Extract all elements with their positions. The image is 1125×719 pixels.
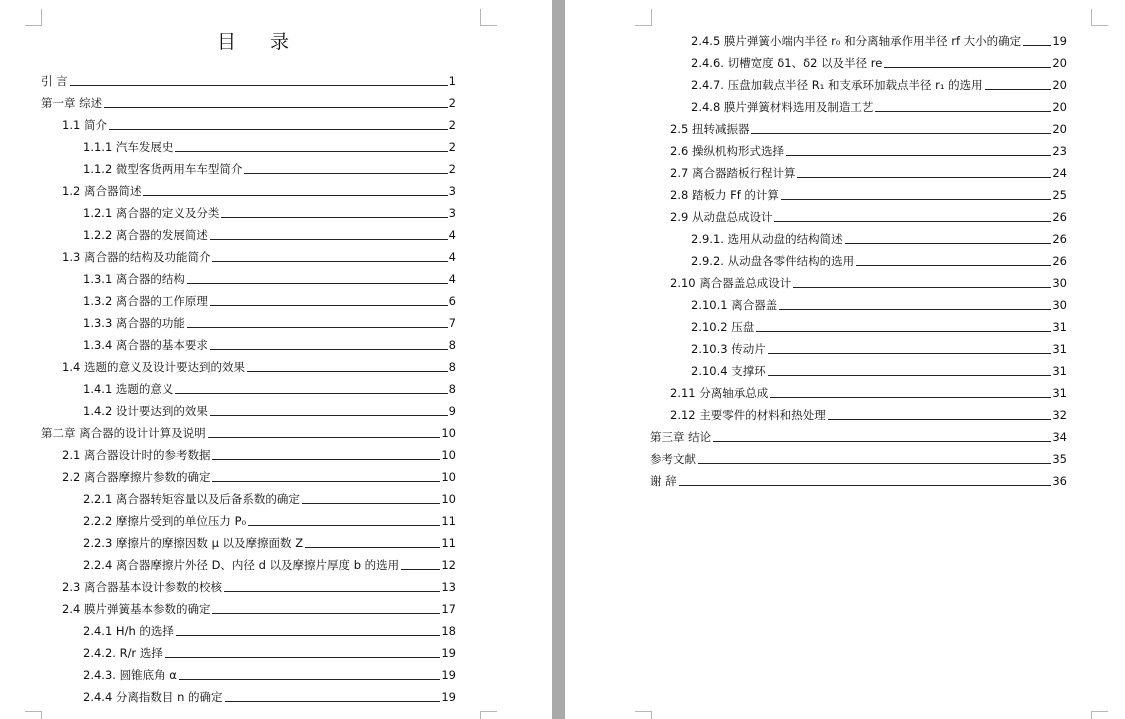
toc-entry-text: 2.4.1 H/h 的选择: [83, 624, 174, 638]
toc-entry[interactable]: [83, 686, 456, 704]
toc-entry-text: 1.4 选题的意义及设计要达到的效果: [62, 360, 245, 374]
toc-page-number: 8: [448, 338, 456, 352]
toc-entry[interactable]: [691, 30, 1067, 48]
toc-leader-line: [768, 353, 1052, 354]
toc-entry[interactable]: [670, 140, 1067, 158]
toc-entry[interactable]: [62, 114, 456, 132]
toc-entry-text: 2.5 扭转减振器: [670, 122, 750, 136]
toc-leader-line: [698, 463, 1051, 464]
toc-leader-line: [165, 657, 441, 658]
toc-entry[interactable]: [670, 206, 1067, 224]
toc-page-number: 19: [441, 646, 456, 660]
toc-entry-text: 2.4.6. 切槽宽度 δ1、δ2 以及半径 re: [691, 56, 883, 70]
toc-entry[interactable]: [83, 158, 456, 176]
toc-entry[interactable]: [691, 228, 1067, 246]
toc-entry[interactable]: [691, 316, 1067, 334]
toc-page-number: 3: [448, 184, 456, 198]
toc-page-number: 3: [448, 206, 456, 220]
toc-entry-text: 1.1.2 微型客货两用车车型简介: [83, 162, 243, 176]
toc-leader-line: [774, 221, 1051, 222]
toc-page-number: 31: [1052, 320, 1067, 334]
toc-entry-text: 第一章 综述: [41, 96, 103, 110]
toc-entry[interactable]: [83, 664, 456, 682]
toc-entry-text: 第三章 结论: [650, 430, 712, 444]
toc-entry[interactable]: [83, 334, 456, 352]
toc-entry-text: 1.1.1 汽车发展史: [83, 140, 174, 154]
toc-page-number: 4: [448, 228, 456, 242]
toc-leader-line: [109, 129, 448, 130]
toc-entry-text: 2.4.7. 压盘加载点半径 R₁ 和支承环加载点半径 r₁ 的选用: [691, 78, 983, 92]
toc-entry-text: 2.10 离合器盖总成设计: [670, 276, 792, 290]
toc-entry-text: 1.3 离合器的结构及功能简介: [62, 250, 211, 264]
toc-leader-line: [781, 199, 1051, 200]
toc-entry[interactable]: [62, 598, 456, 616]
toc-entry-text: 2.10.1 离合器盖: [691, 298, 778, 312]
toc-page-number: 10: [441, 492, 456, 506]
toc-entry-text: 2.4.2. R/r 选择: [83, 646, 163, 660]
toc-entry-text: 1.4.2 设计要达到的效果: [83, 404, 208, 418]
toc-page-number: 20: [1052, 78, 1067, 92]
toc-entry[interactable]: [62, 246, 456, 264]
toc-entry[interactable]: [83, 620, 456, 638]
toc-page-number: 6: [448, 294, 456, 308]
toc-entry[interactable]: [650, 448, 1067, 466]
toc-leader-line: [779, 309, 1051, 310]
crop-mark: [480, 9, 497, 26]
toc-leader-line: [210, 349, 448, 350]
toc-page-number: 30: [1052, 276, 1067, 290]
toc-leader-line: [212, 261, 447, 262]
toc-leader-line: [212, 613, 440, 614]
toc-page-number: 11: [441, 514, 456, 528]
toc-leader-line: [713, 441, 1051, 442]
toc-page-number: 23: [1052, 144, 1067, 158]
toc-entry[interactable]: [691, 360, 1067, 378]
toc-entry[interactable]: [41, 422, 456, 440]
toc-entry-text: 2.7 离合器踏板行程计算: [670, 166, 796, 180]
document-page-right: [565, 0, 1125, 719]
toc-entry[interactable]: [83, 554, 456, 572]
toc-entry[interactable]: [670, 118, 1067, 136]
toc-entry[interactable]: [83, 488, 456, 506]
toc-leader-line: [305, 547, 440, 548]
toc-entry-text: 2.8 踏板力 Ff 的计算: [670, 188, 779, 202]
toc-page-number: 31: [1052, 364, 1067, 378]
toc-page-number: 2: [448, 118, 456, 132]
toc-entry[interactable]: [62, 180, 456, 198]
toc-entry[interactable]: [83, 378, 456, 396]
toc-entry[interactable]: [83, 510, 456, 528]
toc-entry-text: 2.4.8 膜片弹簧材料选用及制造工艺: [691, 100, 874, 114]
toc-page-number: 24: [1052, 166, 1067, 180]
toc-page-number: 34: [1052, 430, 1067, 444]
toc-entry[interactable]: [83, 224, 456, 242]
toc-entry-text: 2.2.4 离合器摩擦片外径 D、内径 d 以及摩擦片厚度 b 的选用: [83, 558, 400, 572]
crop-mark: [1091, 9, 1108, 26]
toc-page-number: 10: [441, 448, 456, 462]
toc-entry-text: 2.4.4 分离指数目 n 的确定: [83, 690, 223, 704]
toc-entry[interactable]: [691, 96, 1067, 114]
toc-entry[interactable]: [83, 312, 456, 330]
toc-entry-text: 2.2.3 摩擦片的摩擦因数 μ 以及摩擦面数 Z: [83, 536, 304, 550]
toc-leader-line: [221, 217, 447, 218]
toc-entry-text: 1.3.1 离合器的结构: [83, 272, 185, 286]
document-page-left: [0, 0, 552, 719]
toc-page-number: 12: [441, 558, 456, 572]
toc-leader-line: [175, 393, 447, 394]
toc-leader-line: [679, 485, 1052, 486]
toc-page-number: 17: [441, 602, 456, 616]
toc-page-number: 36: [1052, 474, 1067, 488]
toc-page-number: 4: [448, 250, 456, 264]
crop-mark: [480, 711, 497, 719]
toc-page-number: 4: [448, 272, 456, 286]
toc-page-number: 8: [448, 382, 456, 396]
toc-page-number: 32: [1052, 408, 1067, 422]
toc-page-number: 11: [441, 536, 456, 550]
toc-entry[interactable]: [83, 290, 456, 308]
toc-entry[interactable]: [83, 400, 456, 418]
toc-entry-text: 2.4.3. 圆锥底角 α: [83, 668, 177, 682]
toc-leader-line: [70, 85, 448, 86]
toc-page-number: 9: [448, 404, 456, 418]
toc-title: 目 录: [216, 31, 304, 53]
crop-mark: [25, 9, 42, 26]
toc-entry[interactable]: [691, 250, 1067, 268]
toc-leader-line: [176, 635, 440, 636]
toc-leader-line: [875, 111, 1051, 112]
toc-page-number: 7: [448, 316, 456, 330]
toc-leader-line: [884, 67, 1051, 68]
toc-leader-line: [856, 265, 1051, 266]
toc-page-number: 31: [1052, 342, 1067, 356]
toc-leader-line: [751, 133, 1051, 134]
toc-leader-line: [768, 375, 1052, 376]
toc-entry[interactable]: [691, 338, 1067, 356]
toc-entry[interactable]: [650, 470, 1067, 488]
toc-leader-line: [187, 327, 448, 328]
toc-page-number: 18: [441, 624, 456, 638]
crop-mark: [635, 711, 652, 719]
toc-page-number: 19: [441, 690, 456, 704]
toc-leader-line: [845, 243, 1052, 244]
toc-leader-line: [828, 419, 1052, 420]
toc-page-number: 1: [448, 74, 456, 88]
toc-entry-text: 2.6 操纵机构形式选择: [670, 144, 784, 158]
toc-leader-line: [210, 305, 448, 306]
toc-page-number: 30: [1052, 298, 1067, 312]
toc-entry-text: 2.10.3 传动片: [691, 342, 766, 356]
toc-leader-line: [210, 415, 448, 416]
toc-page-number: 20: [1052, 122, 1067, 136]
toc-entry-text: 谢 辞: [650, 474, 677, 488]
toc-leader-line: [175, 151, 447, 152]
toc-leader-line: [225, 701, 441, 702]
toc-entry-text: 1.2.2 离合器的发展简述: [83, 228, 208, 242]
toc-entry[interactable]: [83, 268, 456, 286]
toc-entry-text: 2.12 主要零件的材料和热处理: [670, 408, 826, 422]
toc-entry[interactable]: [691, 52, 1067, 70]
toc-leader-line: [212, 481, 440, 482]
toc-page-number: 20: [1052, 56, 1067, 70]
toc-leader-line: [248, 525, 440, 526]
toc-entry[interactable]: [62, 576, 456, 594]
toc-entry-text: 参考文献: [650, 452, 696, 466]
toc-entry[interactable]: [41, 70, 456, 88]
toc-entry[interactable]: [83, 202, 456, 220]
toc-entry[interactable]: [650, 426, 1067, 444]
toc-entry-text: 1.4.1 选题的意义: [83, 382, 174, 396]
toc-leader-line: [179, 679, 441, 680]
toc-entry-text: 引 言: [41, 74, 68, 88]
toc-leader-line: [797, 177, 1051, 178]
toc-entry-text: 1.3.2 离合器的工作原理: [83, 294, 208, 308]
toc-entry[interactable]: [62, 466, 456, 484]
toc-page-number: 26: [1052, 210, 1067, 224]
toc-entry-text: 1.3.3 离合器的功能: [83, 316, 185, 330]
toc-entry[interactable]: [670, 382, 1067, 400]
toc-leader-line: [224, 591, 440, 592]
toc-leader-line: [302, 503, 440, 504]
toc-page-number: 19: [1052, 34, 1067, 48]
toc-entry-text: 2.3 离合器基本设计参数的校核: [62, 580, 222, 594]
toc-entry[interactable]: [670, 184, 1067, 202]
toc-leader-line: [401, 569, 440, 570]
toc-page-number: 10: [441, 470, 456, 484]
toc-entry[interactable]: [62, 444, 456, 462]
toc-leader-line: [208, 437, 441, 438]
toc-leader-line: [756, 331, 1051, 332]
toc-entry[interactable]: [41, 92, 456, 110]
toc-leader-line: [770, 397, 1051, 398]
toc-entry[interactable]: [83, 136, 456, 154]
toc-leader-line: [985, 89, 1052, 90]
toc-entry-text: 2.10.4 支撑环: [691, 364, 766, 378]
toc-entry-text: 2.11 分离轴承总成: [670, 386, 769, 400]
toc-entry-text: 2.9 从动盘总成设计: [670, 210, 773, 224]
toc-page-number: 2: [448, 162, 456, 176]
toc-page-number: 35: [1052, 452, 1067, 466]
toc-entry[interactable]: [670, 404, 1067, 422]
toc-page-number: 10: [441, 426, 456, 440]
toc-entry-text: 2.2 离合器摩擦片参数的确定: [62, 470, 211, 484]
toc-leader-line: [244, 173, 447, 174]
toc-entry[interactable]: [670, 272, 1067, 290]
toc-entry-text: 1.2 离合器简述: [62, 184, 142, 198]
toc-page-number: 26: [1052, 254, 1067, 268]
toc-entry[interactable]: [83, 642, 456, 660]
toc-entry-text: 2.4.5 膜片弹簧小端内半径 r₀ 和分离轴承作用半径 rf 大小的确定: [691, 34, 1022, 48]
toc-leader-line: [1023, 45, 1051, 46]
toc-entry[interactable]: [691, 74, 1067, 92]
toc-leader-line: [786, 155, 1051, 156]
toc-leader-line: [104, 107, 448, 108]
toc-leader-line: [143, 195, 447, 196]
toc-leader-line: [212, 459, 440, 460]
toc-entry-text: 1.1 简介: [62, 118, 107, 132]
toc-page-number: 13: [441, 580, 456, 594]
toc-leader-line: [793, 287, 1051, 288]
toc-entry-text: 1.3.4 离合器的基本要求: [83, 338, 208, 352]
toc-page-number: 2: [448, 96, 456, 110]
toc-leader-line: [187, 283, 448, 284]
toc-page-number: 19: [441, 668, 456, 682]
toc-entry-text: 2.4 膜片弹簧基本参数的确定: [62, 602, 211, 616]
crop-mark: [635, 9, 652, 26]
toc-page-number: 2: [448, 140, 456, 154]
toc-entry[interactable]: [83, 532, 456, 550]
toc-leader-line: [247, 371, 448, 372]
crop-mark: [25, 711, 42, 719]
toc-entry-text: 2.1 离合器设计时的参考数据: [62, 448, 211, 462]
toc-entry-text: 1.2.1 离合器的定义及分类: [83, 206, 220, 220]
toc-entry-text: 2.2.2 摩擦片受到的单位压力 P₀: [83, 514, 247, 528]
toc-entry[interactable]: [62, 356, 456, 374]
toc-entry-text: 第二章 离合器的设计计算及说明: [41, 426, 206, 440]
toc-page-number: 31: [1052, 386, 1067, 400]
toc-page-number: 20: [1052, 100, 1067, 114]
crop-mark: [1091, 711, 1108, 719]
toc-entry-text: 2.9.1. 选用从动盘的结构简述: [691, 232, 843, 246]
toc-entry-text: 2.2.1 离合器转矩容量以及后备系数的确定: [83, 492, 300, 506]
toc-page-number: 8: [448, 360, 456, 374]
toc-entry-text: 2.9.2. 从动盘各零件结构的选用: [691, 254, 855, 268]
toc-leader-line: [210, 239, 448, 240]
toc-entry[interactable]: [691, 294, 1067, 312]
toc-entry-text: 2.10.2 压盘: [691, 320, 755, 334]
toc-page-number: 26: [1052, 232, 1067, 246]
toc-page-number: 25: [1052, 188, 1067, 202]
toc-entry[interactable]: [670, 162, 1067, 180]
